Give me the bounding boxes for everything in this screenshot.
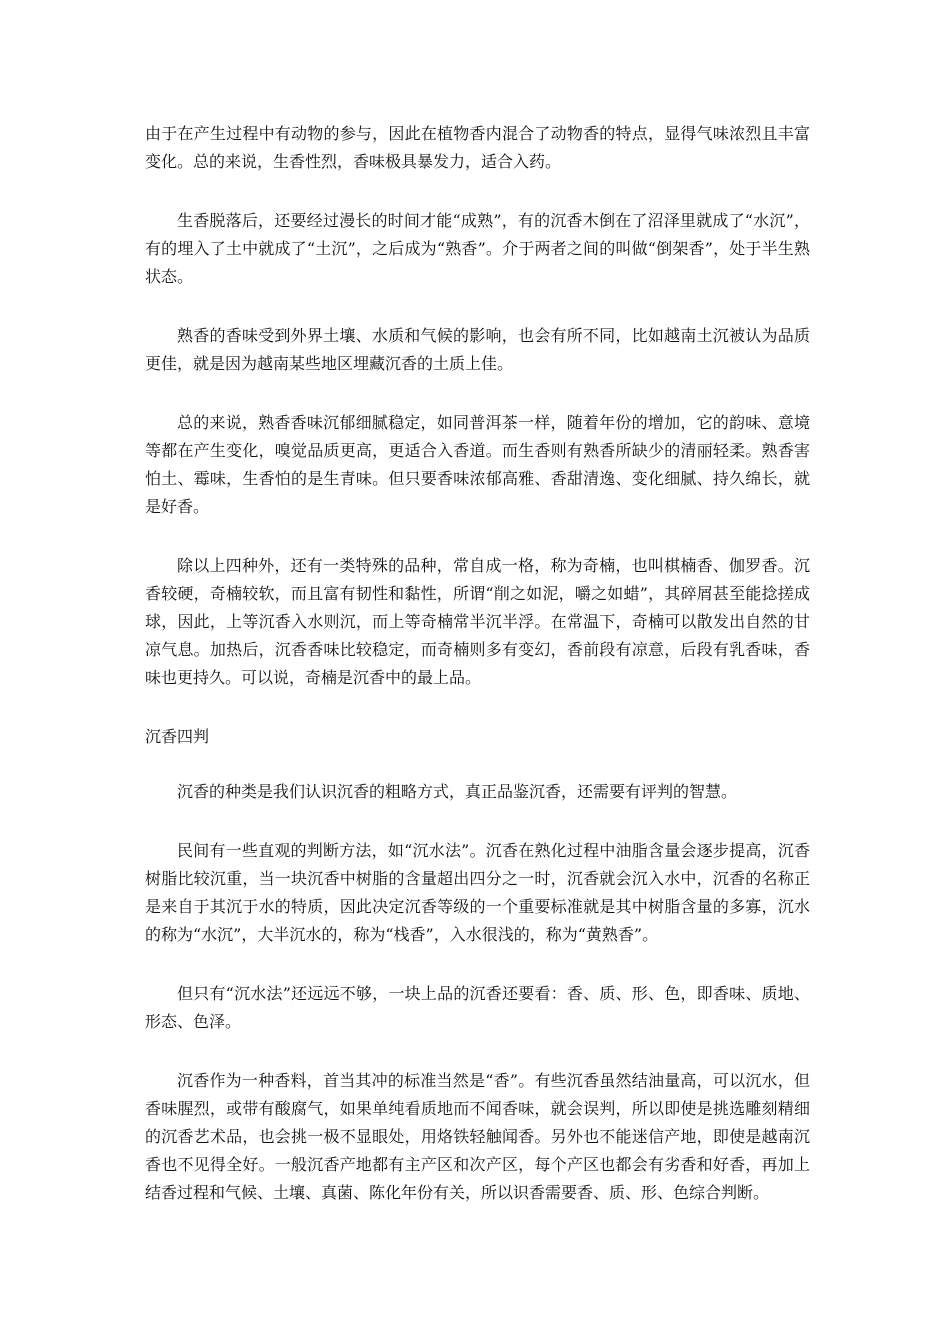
- document-page: [145, 120, 810, 1238]
- section-paragraph-3: 但只有“沉水法”还远远不够，一块上品的沉香还要看：香、质、形、色，即香味、质地、形态、色泽。: [145, 984, 810, 1031]
- paragraph-4: 总的来说，熟香香味沉郁细腻稳定，如同普洱茶一样，随着年份的增加，它的韵味、意境等都在产生变化，嗅觉品质更高，更适合入香道。而生香则有熟香所缺少的清丽轻柔。熟香害怕土、霉味，生香怕的是生青味。但只要香味浓郁高雅、香甜清逸、变化细腻、持久绵长，就是好香。: [145, 413, 810, 516]
- section-title: 沉香四判: [145, 727, 210, 746]
- section-paragraph-2: 民间有一些直观的判断方法，如“沉水法”。沉香在熟化过程中油脂含量会逐步提高，沉香树脂比较沉重，当一块沉香中树脂的含量超出四分之一时，沉香就会沉入水中，沉香的名称正是来自于其沉于水的特质，因此决定沉香等级的一个重要标准就是其中树脂含量的多寡，沉水的称为“水沉”，大半沉水的，称为“栈香”，入水很浅的，称为“黄熟香”。: [145, 841, 810, 944]
- paragraph-1: 由于在产生过程中有动物的参与，因此在植物香内混合了动物香的特点，显得气味浓烈且丰富变化。总的来说，生香性烈，香味极具暴发力，适合入药。: [145, 124, 810, 171]
- section-paragraph-1: 沉香的种类是我们认识沉香的粗略方式，真正品鉴沉香，还需要有评判的智慧。: [177, 782, 738, 801]
- section-paragraph-4: 沉香作为一种香料，首当其冲的标准当然是“香”。有些沉香虽然结油量高，可以沉水，但香味腥烈，或带有酸腐气，如果单纯看质地而不闻香味，就会误判，所以即使是挑选雕刻精细的沉香艺术品，也会挑一极不显眼处，用烙铁轻触闻香。另外也不能迷信产地，即使是越南沉香也不见得全好。一般沉香产地都有主产区和次产区，每个产区也都会有劣香和好香，再加上结香过程和气候、土壤、真菌、陈化年份有关，所以识香需要香、质、形、色综合判断。: [145, 1071, 810, 1202]
- paragraph-5: 除以上四种外，还有一类特殊的品种，常自成一格，称为奇楠，也叫棋楠香、伽罗香。沉香较硬，奇楠较软，而且富有韧性和黏性，所谓“削之如泥，嚼之如蜡”，其碎屑甚至能捻搓成球，因此，上等沉香入水则沉，而上等奇楠常半沉半浮。在常温下，奇楠可以散发出自然的甘凉气息。加热后，沉香香味比较稳定，而奇楠则多有变幻，香前段有凉意，后段有乳香味，香味也更持久。可以说，奇楠是沉香中的最上品。: [145, 556, 810, 687]
- paragraph-2: 生香脱落后，还要经过漫长的时间才能“成熟”，有的沉香木倒在了沼泽里就成了“水沉”，有的埋入了土中就成了“土沉”，之后成为“熟香”。介于两者之间的叫做“倒架香”，处于半生熟状态。: [145, 211, 810, 286]
- paragraph-3: 熟香的香味受到外界土壤、水质和气候的影响，也会有所不同，比如越南土沉被认为品质更佳，就是因为越南某些地区埋藏沉香的土质上佳。: [145, 326, 810, 373]
